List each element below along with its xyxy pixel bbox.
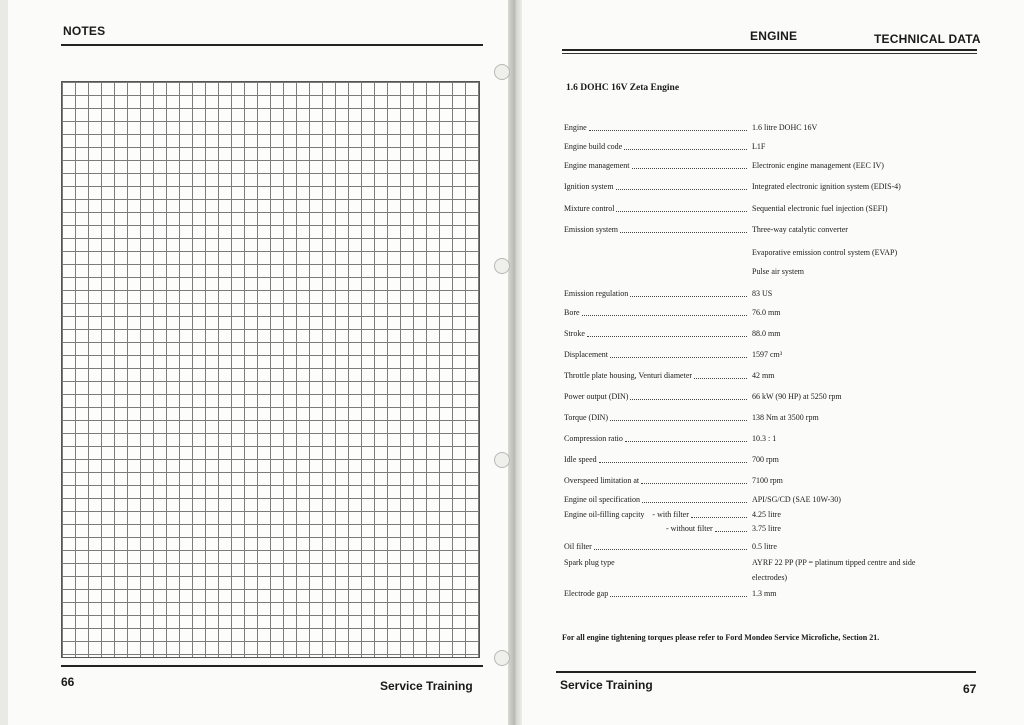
spec-value: 76.0 mm (752, 308, 781, 317)
leader-dots (582, 308, 747, 316)
spec-label: Ignition system (564, 182, 614, 191)
spec-label: Power output (DIN) (564, 392, 629, 401)
spec-label: Idle speed (564, 455, 597, 464)
spec-label: Compression ratio (564, 434, 623, 443)
left-page (8, 0, 508, 725)
spec-sublabel: - with filter (652, 510, 689, 519)
spec-value: 83 US (752, 289, 773, 298)
spec-value: API/SG/CD (SAE 10W-30) (752, 495, 841, 504)
leader-dots (630, 392, 747, 400)
spec-label: Mixture control (564, 204, 615, 213)
spec-label-area (564, 329, 749, 339)
leader-dots (617, 558, 747, 565)
footer-rule-right (556, 671, 976, 673)
spec-value: 700 rpm (752, 455, 779, 464)
spec-value: Electronic engine management (EEC IV) (752, 161, 884, 170)
leader-dots (620, 225, 747, 233)
spec-label: Oil filter (564, 542, 592, 551)
spec-label: Emission regulation (564, 289, 629, 298)
spec-label: Emission system (564, 225, 619, 234)
binder-hole (494, 64, 510, 80)
footer-rule (61, 665, 483, 667)
leader-dots (616, 182, 747, 190)
spec-value: 1.6 litre DOHC 16V (752, 123, 818, 132)
spec-value: Three-way catalytic converter (752, 225, 848, 234)
spec-label-area (564, 589, 749, 599)
leader-dots (642, 495, 747, 503)
spec-label-area (564, 123, 749, 133)
leader-dots (610, 589, 747, 597)
spec-label-area (564, 495, 749, 505)
spec-label-area (564, 476, 749, 486)
spec-label-area (564, 455, 749, 465)
spec-label-area (564, 350, 749, 360)
spec-label: Engine build code (564, 142, 623, 151)
spec-label-area (564, 142, 749, 152)
spec-value: AYRF 22 PP (PP = platinum tipped centre and side (752, 558, 916, 567)
spec-label-area (564, 510, 749, 520)
leader-dots (641, 476, 747, 484)
spec-label: Overspeed limitation at (564, 476, 640, 485)
spec-value: 7100 rpm (752, 476, 783, 485)
header-rule-right-thin (562, 53, 977, 54)
spec-value: 10.3 : 1 (752, 434, 777, 443)
spec-value: 0.5 litre (752, 542, 777, 551)
spec-label-area (564, 542, 749, 552)
spec-sublabel: - without filter (666, 524, 713, 533)
header-rule (61, 44, 483, 46)
spec-value: Sequential electronic fuel injection (SEFI) (752, 204, 888, 213)
spec-label-area (564, 182, 749, 192)
section-title: 1.6 DOHC 16V Zeta Engine (566, 83, 680, 93)
spec-label-area (564, 524, 749, 534)
spec-label: Engine oil specification (564, 495, 640, 504)
spec-label-area (564, 289, 749, 299)
spec-value: 4.25 litre (752, 510, 781, 519)
leader-dots (589, 123, 747, 131)
leader-dots (715, 524, 747, 532)
notes-header: NOTES (63, 24, 106, 38)
spec-value: L1F (752, 142, 766, 151)
spec-label-area (564, 558, 749, 568)
spec-label: Spark plug type (564, 558, 615, 567)
binder-hole (494, 258, 510, 274)
spec-value: 138 Nm at 3500 rpm (752, 413, 819, 422)
notes-grid (61, 81, 480, 658)
torque-note: For all engine tightening torques please refer to Ford Mondeo Service Microfiche, Section 21. (562, 633, 880, 642)
spec-value: 1.3 mm (752, 589, 777, 598)
leader-dots (630, 289, 747, 297)
spec-value-continued: electrodes) (752, 573, 788, 582)
spec-label: Displacement (564, 350, 608, 359)
spec-label-area (564, 204, 749, 214)
spec-value: 88.0 mm (752, 329, 781, 338)
spec-value: Integrated electronic ignition system (EDIS-4) (752, 182, 901, 191)
leader-dots (610, 350, 747, 358)
spec-value: 42 mm (752, 371, 775, 380)
spec-label-area (564, 413, 749, 423)
technical-data-header: TECHNICAL DATA (874, 32, 981, 46)
leader-dots (610, 413, 747, 421)
header-rule-right (562, 49, 977, 51)
section-header: ENGINE (750, 29, 798, 43)
spec-value: Evaporative emission control system (EVAP) (752, 248, 898, 257)
leader-dots (624, 142, 747, 150)
leader-dots (694, 371, 747, 379)
spec-label: Stroke (564, 329, 585, 338)
leader-dots (599, 455, 747, 463)
spec-value: 3.75 litre (752, 524, 781, 533)
binder-hole (494, 452, 510, 468)
spec-label: Engine management (564, 161, 630, 170)
spec-label-area (564, 225, 749, 235)
spec-label-area (564, 308, 749, 318)
spec-label: Electrode gap (564, 589, 609, 598)
footer-service-training-left: Service Training (380, 679, 473, 693)
leader-dots (632, 161, 747, 169)
leader-dots (587, 329, 747, 337)
leader-dots (594, 542, 747, 550)
book-spine (508, 0, 522, 725)
page-number-left: 66 (61, 675, 75, 689)
spec-label: Bore (564, 308, 580, 317)
spec-label: Torque (DIN) (564, 413, 609, 422)
spec-value: 66 kW (90 HP) at 5250 rpm (752, 392, 842, 401)
spec-value: 1597 cm³ (752, 350, 783, 359)
spec-label-area (564, 161, 749, 171)
spec-label: Engine (564, 123, 587, 132)
right-page (522, 0, 1024, 725)
page-number-right: 67 (963, 682, 977, 696)
spec-label-area (564, 371, 749, 381)
leader-dots (625, 434, 747, 442)
leader-dots (616, 204, 747, 212)
spec-label: Engine oil-filling capcity (564, 510, 645, 519)
binder-hole (494, 650, 510, 666)
footer-service-training-right: Service Training (560, 678, 653, 692)
spec-value: Pulse air system (752, 267, 804, 276)
spec-label-area (564, 392, 749, 402)
leader-dots (691, 510, 747, 518)
spec-label: Throttle plate housing, Venturi diameter (564, 371, 693, 380)
spec-label-area (564, 434, 749, 444)
